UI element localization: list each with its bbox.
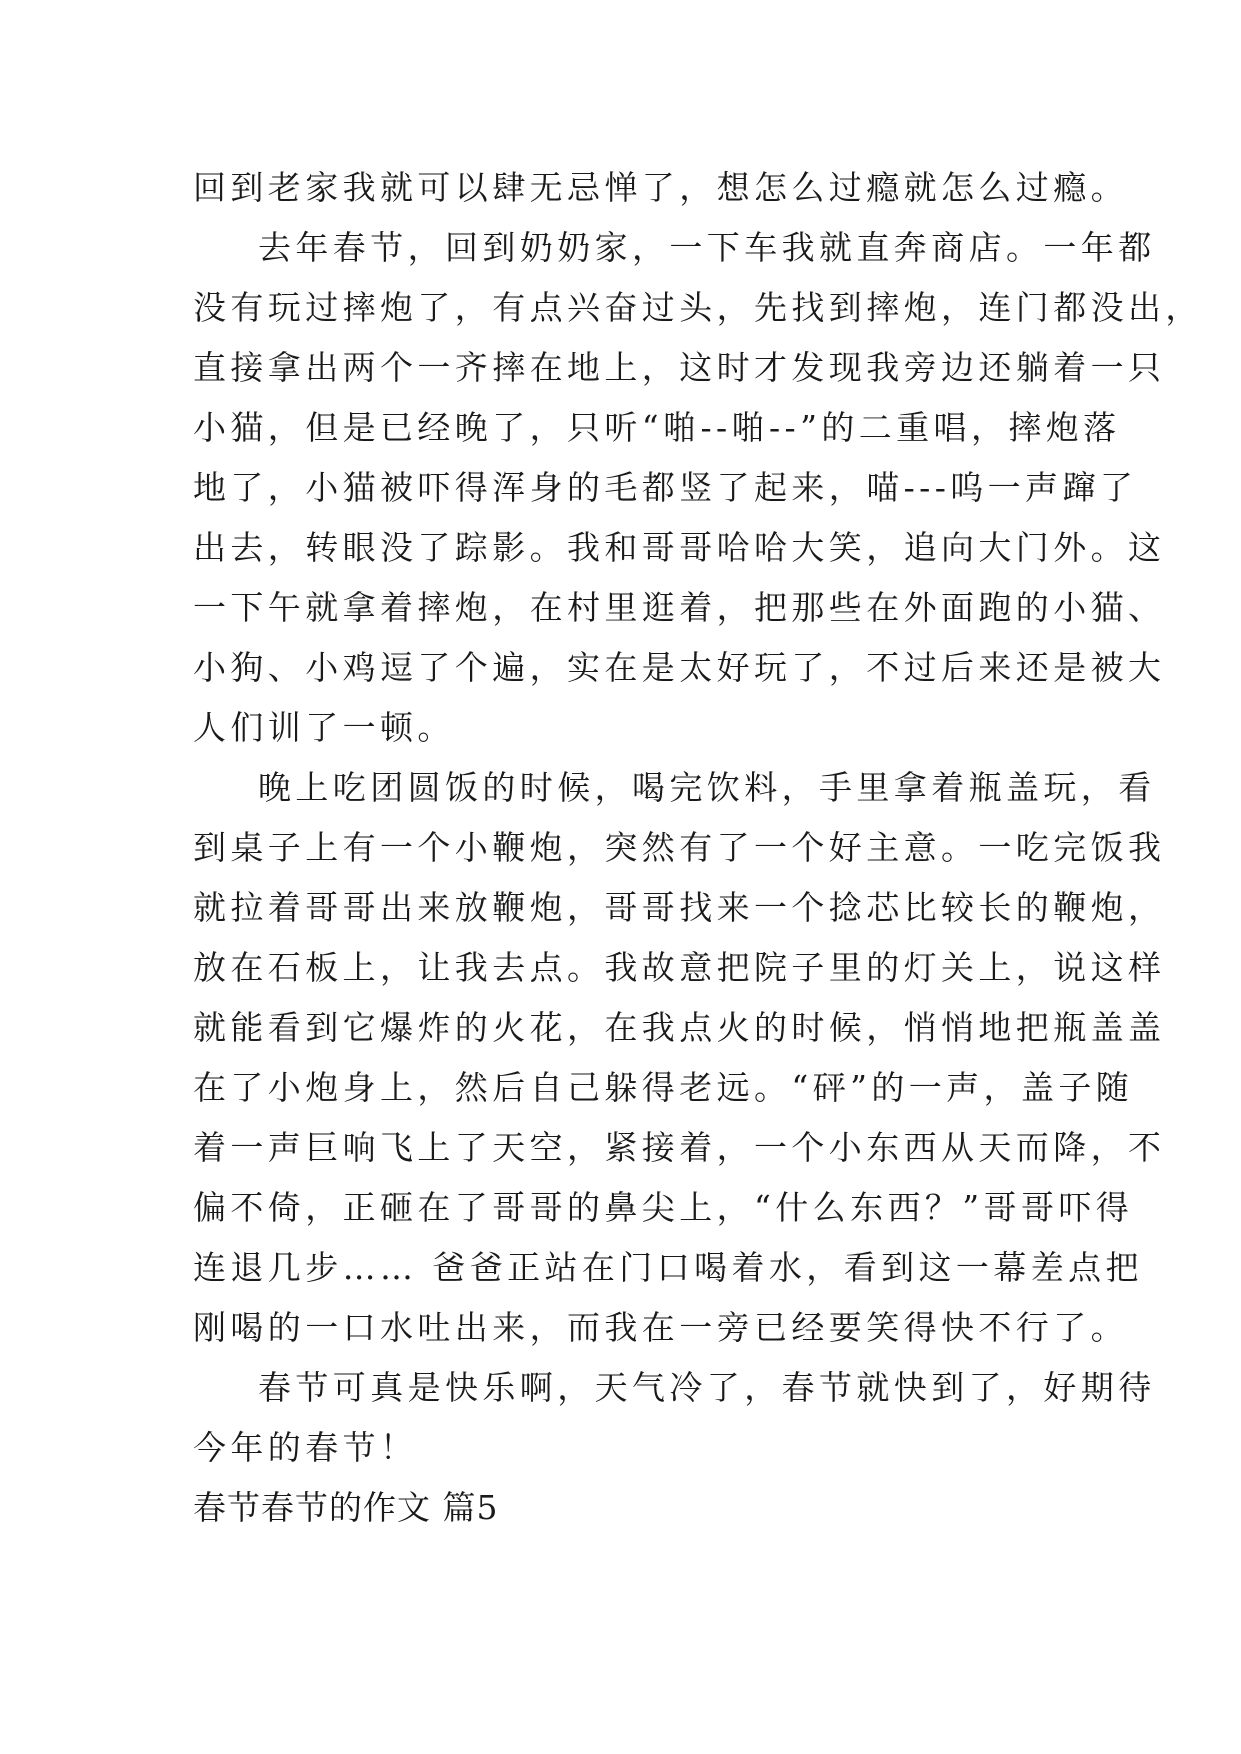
text-line: 刚喝的一口水吐出来，而我在一旁已经要笑得快不行了。	[193, 1308, 1128, 1347]
paragraph-start-line: 去年春节，回到奶奶家，一下车我就直奔商店。一年都	[258, 228, 1156, 267]
text-line: 小猫，但是已经晚了，只听“啪--啪--”的二重唱，摔炮落	[193, 408, 1121, 447]
text-line: 在了小炮身上，然后自己躲得老远。“砰”的一声，盖子随	[193, 1068, 1134, 1107]
text-line: 今年的春节！	[193, 1428, 418, 1467]
text-line: 到桌子上有一个小鞭炮，突然有了一个好主意。一吃完饭我	[193, 828, 1166, 867]
section-heading: 春节春节的作文 篇5	[193, 1488, 499, 1527]
text-line: 就拉着哥哥出来放鞭炮，哥哥找来一个捻芯比较长的鞭炮，	[193, 888, 1166, 927]
text-line: 回到老家我就可以肆无忌惮了，想怎么过瘾就怎么过瘾。	[193, 168, 1128, 207]
text-line: 着一声巨响飞上了天空，紧接着，一个小东西从天而降，不	[193, 1128, 1166, 1167]
text-line: 就能看到它爆炸的火花，在我点火的时候，悄悄地把瓶盖盖	[193, 1008, 1166, 1047]
text-line: 直接拿出两个一齐摔在地上，这时才发现我旁边还躺着一只	[193, 348, 1166, 387]
paragraph-start-line: 春节可真是快乐啊，天气冷了，春节就快到了，好期待	[258, 1368, 1156, 1407]
text-line: 偏不倚，正砸在了哥哥的鼻尖上，“什么东西？”哥哥吓得	[193, 1188, 1134, 1227]
text-line: 放在石板上，让我去点。我故意把院子里的灯关上，说这样	[193, 948, 1166, 987]
text-line: 连退几步…… 爸爸正站在门口喝着水，看到这一幕差点把	[193, 1248, 1143, 1287]
text-line: 没有玩过摔炮了，有点兴奋过头，先找到摔炮，连门都没出，	[193, 288, 1203, 327]
text-line: 人们训了一顿。	[193, 708, 455, 747]
text-line: 地了，小猫被吓得浑身的毛都竖了起来，喵---呜一声蹿了	[193, 468, 1138, 507]
text-line: 一下午就拿着摔炮，在村里逛着，把那些在外面跑的小猫、	[193, 588, 1166, 627]
text-line: 小狗、小鸡逗了个遍，实在是太好玩了，不过后来还是被大	[193, 648, 1166, 687]
text-line: 出去，转眼没了踪影。我和哥哥哈哈大笑，追向大门外。这	[193, 528, 1166, 567]
paragraph-start-line: 晚上吃团圆饭的时候，喝完饮料，手里拿着瓶盖玩，看	[258, 768, 1156, 807]
